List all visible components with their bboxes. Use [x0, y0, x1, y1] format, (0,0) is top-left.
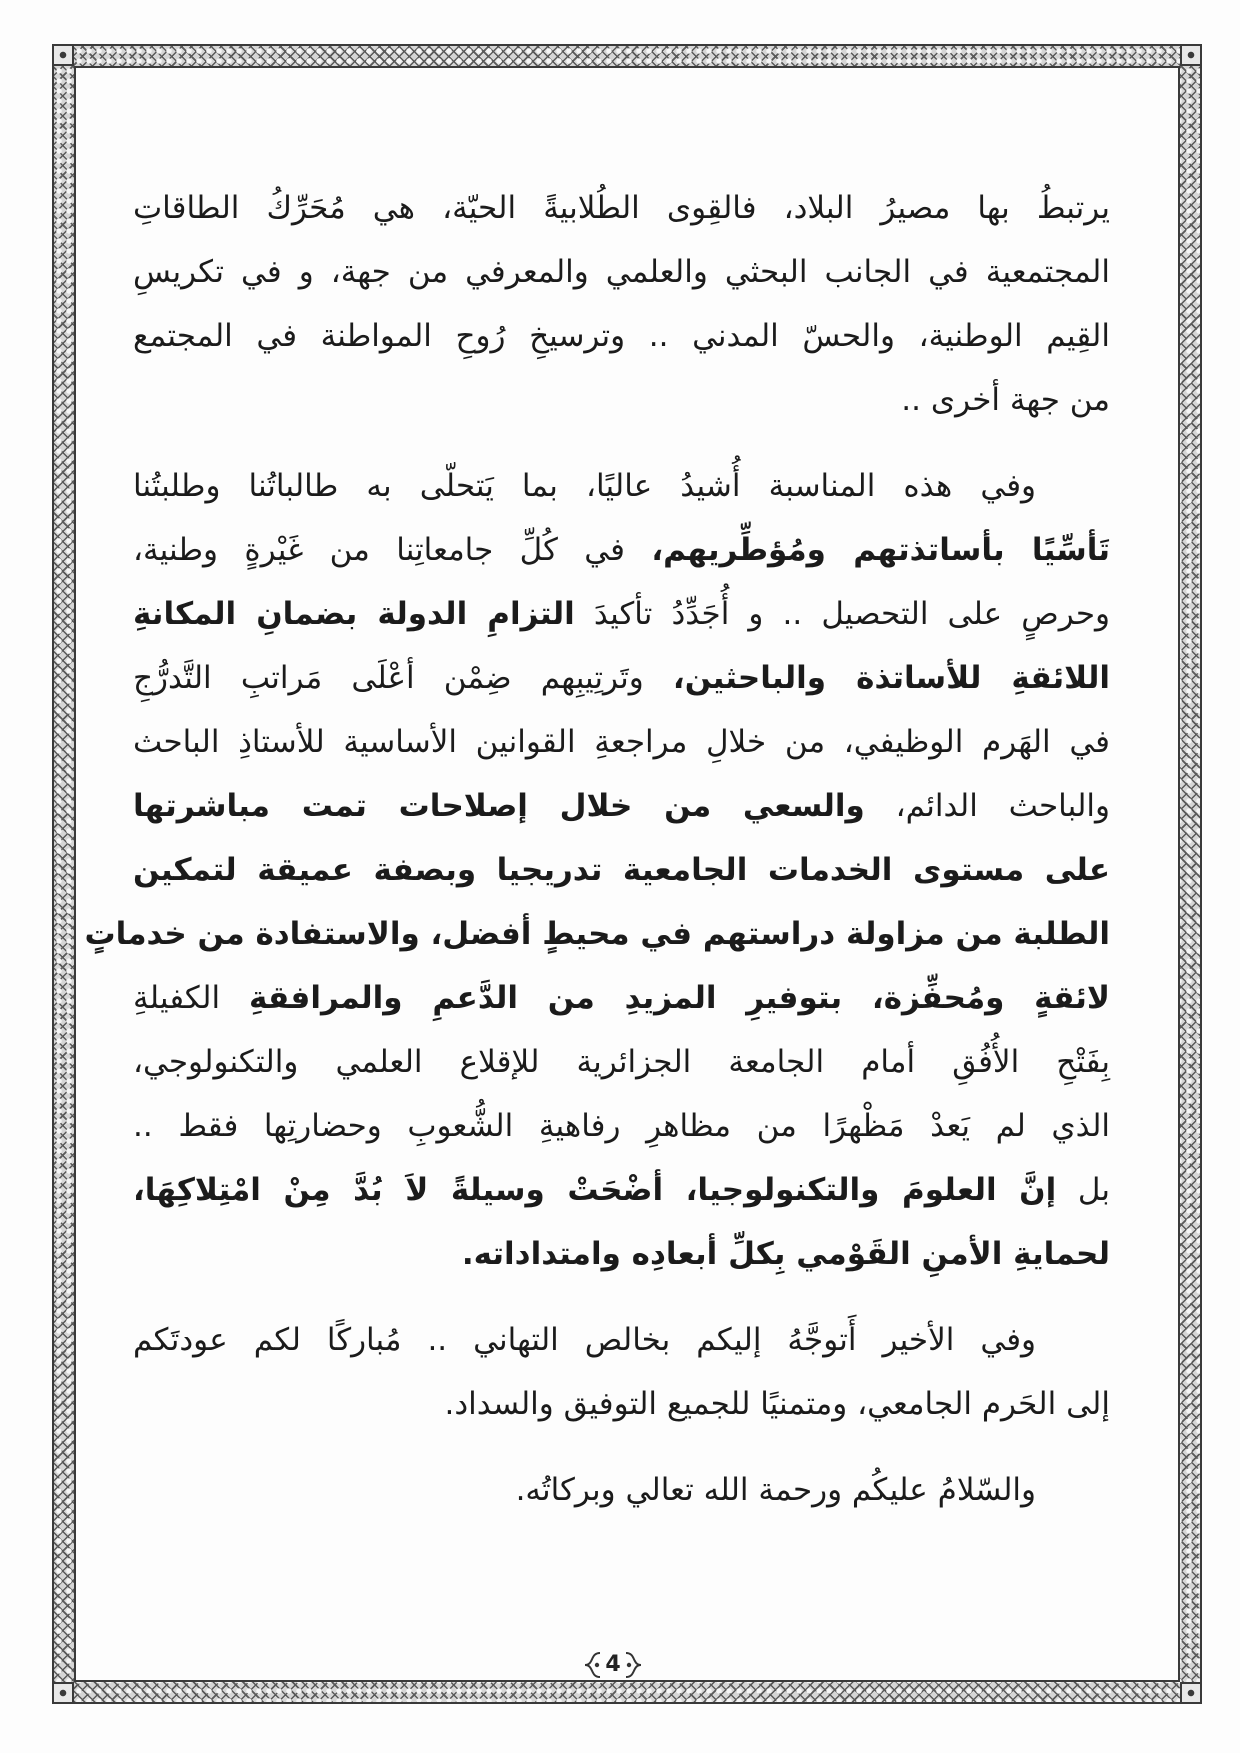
- text-line: [133, 454, 1110, 518]
- text-line: [84, 902, 1110, 966]
- corner-ornament: [1180, 44, 1202, 66]
- text-line: [133, 966, 1110, 1030]
- bold-text-segment: اللائقةِ للأساتذة والباحثين،: [672, 660, 1110, 696]
- text-segment: الكفيلةِ: [133, 980, 221, 1016]
- bold-text-segment: التزامِ الدولة بضمانِ المكانةِ: [133, 596, 575, 632]
- text-segment: وفي هذه المناسبة أُشيدُ عاليًا، بما يَتحلّى به طالباتُنا وطلبتُنا: [133, 468, 1036, 504]
- corner-ornament: [52, 1682, 74, 1704]
- text-line: [133, 176, 1110, 240]
- closing-paragraph: [133, 1458, 1110, 1522]
- text-line: [133, 368, 1110, 432]
- text-line: [133, 774, 1110, 838]
- bold-text-segment: على مستوى الخدمات الجامعية تدريجيا وبصفة عميقة لتمكين: [133, 852, 1110, 888]
- bold-text-segment: إنَّ العلومَ والتكنولوجيا، أضْحَتْ وسيلةً لاَ بُدَّ مِنْ امْتِلاكِهَا،: [133, 1172, 1057, 1208]
- text-line: [133, 1158, 1110, 1222]
- text-segment: من جهة أخرى ..: [901, 382, 1110, 418]
- text-segment: في كُلِّ جامعاتِنا من غَيْرةٍ وطنية،: [133, 532, 625, 568]
- ornament-left-icon: [582, 1650, 602, 1680]
- bold-text-segment: الطلبة من مزاولة دراستهم في محيطٍ أفضل، والاستفادة من خدماتٍ: [84, 916, 1110, 952]
- ornament-right-icon: [624, 1650, 644, 1680]
- text-line: [133, 1222, 1110, 1286]
- text-segment: في الهَرم الوظيفي، من خلالِ مراجعةِ القوانين الأساسية للأستاذِ الباحث: [133, 724, 1110, 760]
- document-body: [84, 176, 1110, 1522]
- text-line: [133, 646, 1110, 710]
- text-line: [133, 838, 1110, 902]
- text-line: [133, 240, 1110, 304]
- bold-text-segment: لائقةٍ ومُحفِّزة، بتوفيرِ المزيدِ من الدَّعمِ والمرافقةِ: [248, 980, 1110, 1016]
- text-line: [133, 1094, 1110, 1158]
- bold-text-segment: والسعي من خلال إصلاحات تمت مباشرتها: [133, 788, 865, 824]
- text-line: [133, 518, 1110, 582]
- text-segment: الذي لم يَعدْ مَظْهرًا من مظاهرِ رفاهيةِ الشُّعوبِ وحضارتِها فقط ..: [133, 1108, 1110, 1144]
- paragraph: [133, 176, 1110, 432]
- text-segment: بِفَتْحِ الأُفُقِ أمام الجامعة الجزائرية للإقلاع العلمي والتكنولوجي،: [133, 1044, 1110, 1080]
- text-segment: وحرصٍ على التحصيل .. و أُجَدِّدُ تأكيدَ: [593, 596, 1110, 632]
- text-segment: يرتبطُ بها مصيرُ البلاد، فالقِوى الطُلابيةً الحيّة، هي مُحَرِّكُ الطاقاتِ: [133, 190, 1110, 226]
- text-line: [133, 1030, 1110, 1094]
- text-segment: المجتمعية في الجانب البحثي والعلمي والمعرفي من جهة، و في تكريسِ: [133, 254, 1110, 290]
- text-line: [133, 710, 1110, 774]
- text-line: [133, 1458, 1110, 1522]
- corner-ornament: [52, 44, 74, 66]
- text-segment: وتَرتِيبِهم ضِمْن أعْلَى مَراتبِ التَّدرُّجِ: [133, 660, 644, 696]
- text-line: [133, 1372, 1110, 1436]
- text-segment: والسّلامُ عليكُم ورحمة الله تعالي وبركاتُه.: [515, 1472, 1036, 1508]
- bold-text-segment: لحمايةِ الأمنِ القَوْمي بِكلِّ أبعادِه وامتداداته.: [461, 1236, 1110, 1272]
- text-segment: بل: [1077, 1172, 1110, 1208]
- paragraph: [84, 454, 1110, 1286]
- bold-text-segment: تَأسِّيًا بأساتذتهم ومُؤطِّريهم،: [651, 532, 1110, 568]
- text-segment: إلى الحَرم الجامعي، ومتمنيًا للجميع التوفيق والسداد.: [444, 1386, 1110, 1422]
- text-segment: القِيم الوطنية، والحسّ المدني .. وترسيخِ رُوحِ المواطنة في المجتمع: [133, 318, 1110, 354]
- text-line: [133, 582, 1110, 646]
- page-number: 4: [605, 1652, 621, 1677]
- text-line: [133, 1308, 1110, 1372]
- text-segment: وفي الأخير أَتوجَّهُ إليكم بخالص التهاني .. مُباركًا لكم عودتَكم: [133, 1322, 1036, 1358]
- corner-ornament: [1180, 1682, 1202, 1704]
- text-segment: والباحث الدائم،: [895, 788, 1110, 824]
- text-line: [133, 304, 1110, 368]
- paragraph: [133, 1308, 1110, 1436]
- page-number-ornament: [578, 1648, 648, 1682]
